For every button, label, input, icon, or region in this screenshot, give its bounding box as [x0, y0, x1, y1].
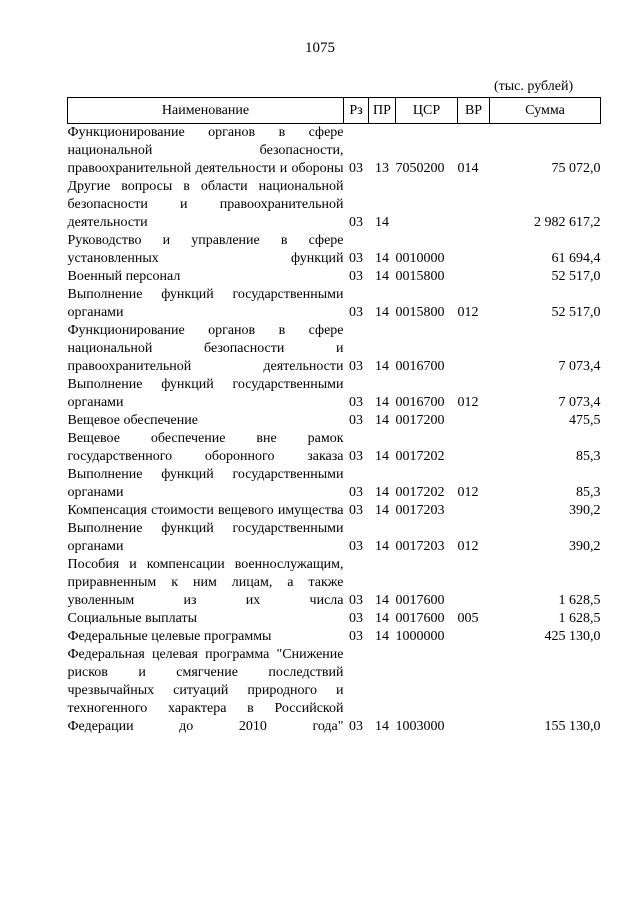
- row-pr: 14: [375, 269, 389, 284]
- row-rz: 03: [349, 161, 363, 176]
- table-row: [68, 646, 601, 736]
- row-rz: 03: [349, 305, 363, 320]
- table-row: [68, 430, 601, 466]
- row-vr: 012: [457, 305, 479, 320]
- row-csr: 7050200: [395, 161, 445, 176]
- row-csr: [396, 178, 458, 232]
- row-vr: 012: [457, 395, 479, 410]
- row-vr: [458, 322, 490, 376]
- table-row: [68, 466, 601, 502]
- row-pr: 14: [375, 719, 389, 734]
- row-sum: 425 130,0: [544, 629, 601, 644]
- row-name: Пособия и компенсации военнослужащим, приравненным к ним лицам, а также уволенным из их числа: [67, 557, 344, 608]
- row-rz: 03: [349, 593, 363, 608]
- row-name: Функционирование органов в сфере национальной безопасности и правоохранительной деятельности: [67, 323, 344, 374]
- table-row: [68, 412, 601, 430]
- row-name: Другие вопросы в области национальной безопасности и правоохранительной деятельности: [67, 179, 344, 230]
- row-rz: 03: [349, 215, 363, 230]
- row-sum: 1 628,5: [558, 593, 601, 608]
- table-row: [68, 610, 601, 628]
- row-rz: 03: [349, 269, 363, 284]
- row-csr: 0017202: [395, 485, 445, 500]
- row-vr: [458, 628, 490, 646]
- row-vr: [458, 232, 490, 268]
- row-pr: 14: [375, 215, 389, 230]
- row-rz: 03: [349, 503, 363, 518]
- row-pr: 14: [375, 611, 389, 626]
- row-rz: 03: [349, 251, 363, 266]
- row-rz: 03: [349, 449, 363, 464]
- row-sum: 155 130,0: [544, 719, 601, 734]
- row-sum: 85,3: [576, 449, 601, 464]
- row-name: Федеральная целевая программа "Снижение рисков и смягчение последствий чрезвычайных ситуаций природного и техногенного характера в Российской Федерации до 2010 года": [67, 647, 344, 734]
- header-csr: ЦСР: [396, 98, 458, 124]
- row-name: Компенсация стоимости вещевого имущества: [67, 503, 344, 518]
- row-name: Федеральные целевые программы: [67, 629, 272, 644]
- table-row: [68, 520, 601, 556]
- row-pr: 14: [375, 629, 389, 644]
- row-rz: 03: [349, 539, 363, 554]
- header-pr: ПР: [369, 98, 396, 124]
- row-name: Выполнение функций государственными органами: [67, 377, 344, 410]
- table-row: [68, 286, 601, 322]
- row-pr: 14: [375, 485, 389, 500]
- row-vr: 005: [457, 611, 479, 626]
- row-vr: [458, 556, 490, 610]
- row-name: Военный персонал: [67, 269, 181, 284]
- row-sum: 1 628,5: [558, 611, 601, 626]
- row-sum: 390,2: [569, 503, 601, 518]
- row-sum: 75 072,0: [551, 161, 601, 176]
- row-vr: 014: [457, 161, 479, 176]
- row-name: Руководство и управление в сфере установленных функций: [67, 233, 344, 266]
- row-csr: 1000000: [395, 629, 445, 644]
- row-vr: [458, 502, 490, 520]
- header-vr: ВР: [458, 98, 490, 124]
- row-name: Функционирование органов в сфере национальной безопасности, правоохранительной деятельности и обороны: [67, 125, 344, 176]
- row-name: Выполнение функций государственными органами: [67, 521, 344, 554]
- table-row: [68, 556, 601, 610]
- page-number: 1075: [305, 40, 335, 56]
- row-sum: 390,2: [569, 539, 601, 554]
- row-pr: 14: [375, 305, 389, 320]
- row-rz: 03: [349, 395, 363, 410]
- row-rz: 03: [349, 611, 363, 626]
- row-vr: [458, 268, 490, 286]
- table-header-row: [68, 98, 601, 124]
- row-pr: 14: [375, 449, 389, 464]
- row-sum: 52 517,0: [551, 269, 601, 284]
- table-row: [68, 502, 601, 520]
- row-name: Выполнение функций государственными органами: [67, 467, 344, 500]
- row-vr: [458, 430, 490, 466]
- row-name: Вещевое обеспечение вне рамок государственного оборонного заказа: [67, 431, 344, 464]
- table-row: [68, 178, 601, 232]
- row-vr: [458, 412, 490, 430]
- row-csr: 0017600: [395, 593, 445, 608]
- row-csr: 0017203: [395, 539, 445, 554]
- header-name: Наименование: [68, 98, 344, 124]
- table-row: [68, 628, 601, 646]
- table-row: [68, 232, 601, 268]
- header-sum: Сумма: [490, 98, 601, 124]
- row-csr: 1003000: [395, 719, 445, 734]
- row-vr: [458, 646, 490, 736]
- row-rz: 03: [349, 629, 363, 644]
- row-sum: 85,3: [576, 485, 601, 500]
- units-label: (тыс. рублей): [494, 79, 574, 94]
- row-name: Вещевое обеспечение: [67, 413, 198, 428]
- row-csr: 0016700: [395, 359, 445, 374]
- row-pr: 14: [375, 539, 389, 554]
- row-rz: 03: [349, 485, 363, 500]
- header-rz: Рз: [344, 98, 369, 124]
- row-pr: 14: [375, 413, 389, 428]
- row-vr: 012: [457, 539, 479, 554]
- row-csr: 0017600: [395, 611, 445, 626]
- row-rz: 03: [349, 359, 363, 374]
- row-csr: 0017200: [395, 413, 445, 428]
- table-row: [68, 322, 601, 376]
- row-sum: 2 982 617,2: [534, 215, 601, 230]
- row-name: Выполнение функций государственными органами: [67, 287, 344, 320]
- row-sum: 61 694,4: [551, 251, 601, 266]
- row-csr: 0017203: [395, 503, 445, 518]
- row-rz: 03: [349, 413, 363, 428]
- row-csr: 0010000: [395, 251, 445, 266]
- row-sum: 7 073,4: [558, 359, 601, 374]
- row-vr: 012: [457, 485, 479, 500]
- row-sum: 52 517,0: [551, 305, 601, 320]
- table-row: [68, 268, 601, 286]
- row-vr: [458, 178, 490, 232]
- row-pr: 14: [375, 359, 389, 374]
- row-sum: 475,5: [569, 413, 601, 428]
- row-pr: 13: [375, 161, 389, 176]
- row-pr: 14: [375, 251, 389, 266]
- row-csr: 0015800: [395, 269, 445, 284]
- row-rz: 03: [349, 719, 363, 734]
- table-row: [68, 124, 601, 179]
- row-pr: 14: [375, 593, 389, 608]
- row-name: Социальные выплаты: [67, 611, 198, 626]
- row-sum: 7 073,4: [558, 395, 601, 410]
- row-csr: 0016700: [395, 395, 445, 410]
- row-pr: 14: [375, 503, 389, 518]
- row-csr: 0015800: [395, 305, 445, 320]
- row-pr: 14: [375, 395, 389, 410]
- budget-table: [67, 97, 601, 736]
- table-row: [68, 376, 601, 412]
- row-csr: 0017202: [395, 449, 445, 464]
